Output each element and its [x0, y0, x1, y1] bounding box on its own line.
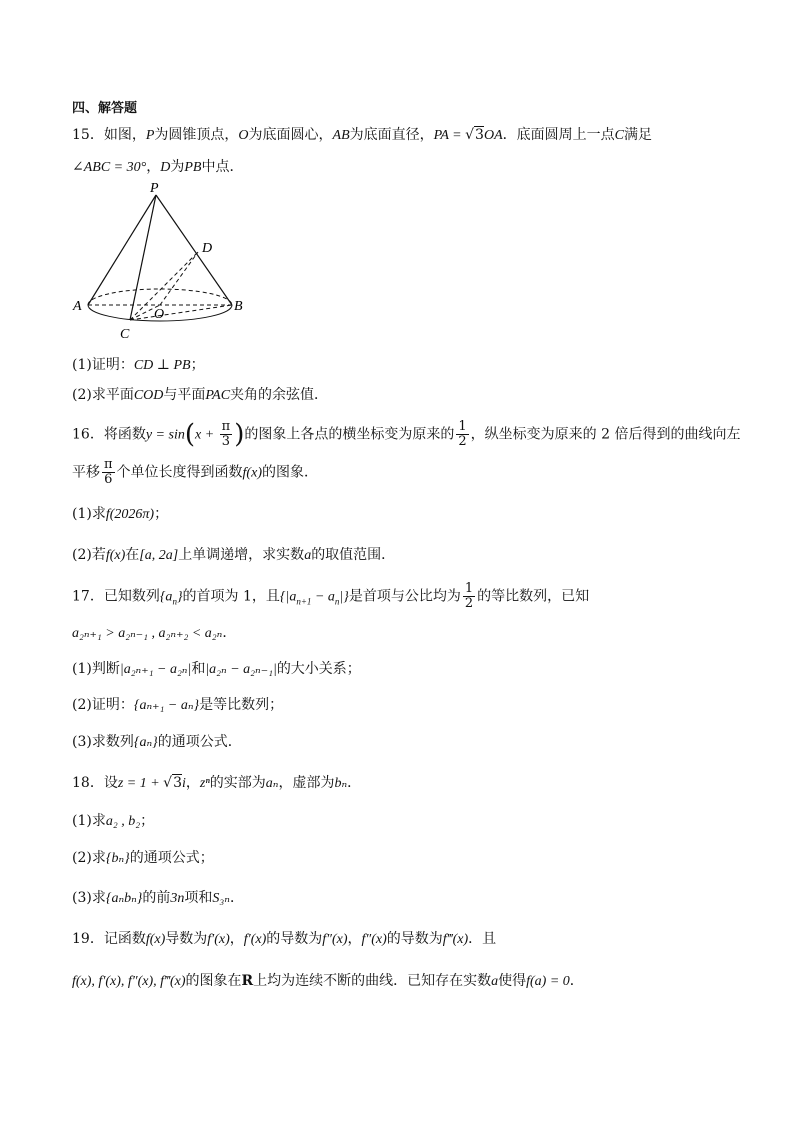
q18-part3: (3)求{aₙbₙ}的前3n项和S₃ₙ． [72, 890, 244, 906]
q16-number: 16．将函数 [72, 426, 146, 443]
q19-stem-line2: f(x), f′(x), f″(x), f‴(x)的图象在R上均为连续不断的曲线．已知存在实数a使得f(a) = 0． [72, 973, 584, 989]
edge-pc [130, 195, 156, 320]
q17-stem-line1: 17．已知数列$\{a_n\}$的首项为 1，且$\{|a_{n+1} - a_n|\}$是首项与公比均为 $\frac{1}{2}$ 的等比数列，已知 [72, 581, 590, 611]
q18-part1: (1)求a₂ , b₂； [72, 813, 155, 829]
label-b: B [234, 299, 243, 314]
q16-part1: (1)求f(2026π)； [72, 506, 169, 522]
q18-number: 18．设 [72, 775, 118, 791]
q16-stem-line1: 16．将函数y = sin(x + $\frac{\pi}{3}$ )的图象上各点的横坐标变为原来的 $\frac{1}{2}$ ，纵坐标变为原来的 2 倍后得到的曲线向左 [72, 419, 741, 450]
q19-number: 19．记函数 [72, 931, 146, 947]
q15-stem-line2: ∠ABC = 30°，D为PB中点． [72, 159, 244, 175]
cone-diagram [70, 180, 260, 345]
q15-stem-line1: 15．如图，P为圆锥顶点，O为底面圆心，AB为底面直径，PA = √3OA．底面圆周上一点C满足 [72, 127, 652, 143]
q17-part3: (3)求数列{aₙ}的通项公式． [72, 734, 242, 750]
fraction-pi-over-6: $\frac{\pi}{6}$ [104, 457, 113, 487]
q15-number: 15．如图， [72, 127, 146, 143]
base-back-arc [88, 289, 232, 305]
q18-stem: 18．设z = 1 + √3i，zⁿ的实部为aₙ，虚部为bₙ． [72, 775, 362, 791]
q17-stem-line2: a₂ₙ₊₁ > a₂ₙ₋₁ , a₂ₙ₊₂ < a₂ₙ． [72, 625, 237, 641]
q16-part2: (2)若f(x)在[a, 2a]上单调递增，求实数a的取值范围． [72, 547, 396, 563]
fraction-half: $\frac{1}{2}$ [458, 419, 467, 449]
q15-part2: (2)求平面COD与平面PAC夹角的余弦值． [72, 387, 329, 403]
segment-od [160, 252, 198, 305]
q17-part2: (2)证明：{aₙ₊₁ − aₙ}是等比数列； [72, 697, 284, 713]
fraction-pi-over-3: $\frac{\pi}{3}$ [221, 419, 231, 449]
label-c: C [120, 327, 130, 342]
q16-stem-line2: 平移 $\frac{\pi}{6}$ 个单位长度得到函数f(x)的图象． [72, 457, 318, 487]
label-d: D [202, 241, 213, 256]
q18-part2: (2)求{bₙ}的通项公式； [72, 850, 214, 866]
edge-pa [88, 195, 156, 305]
label-o: O [154, 307, 165, 322]
q17-part1: (1)判断|a₂ₙ₊₁ − a₂ₙ|和|a₂ₙ − a₂ₙ₋₁|的大小关系； [72, 661, 361, 677]
q15-part1: (1)证明：CD ⊥ PB； [72, 357, 205, 373]
q17-number: 17．已知数列 [72, 588, 160, 605]
label-p: P [150, 181, 159, 196]
q19-stem-line1: 19．记函数f(x)导数为f′(x)，f′(x)的导数为f″(x)，f″(x)的导数为f‴(x)．且 [72, 931, 497, 947]
fraction-half: $\frac{1}{2}$ [464, 581, 474, 611]
label-a: A [73, 299, 82, 314]
edge-pb [156, 195, 232, 305]
section-heading: 四、解答题 [72, 101, 138, 116]
cone-figure [70, 180, 260, 345]
